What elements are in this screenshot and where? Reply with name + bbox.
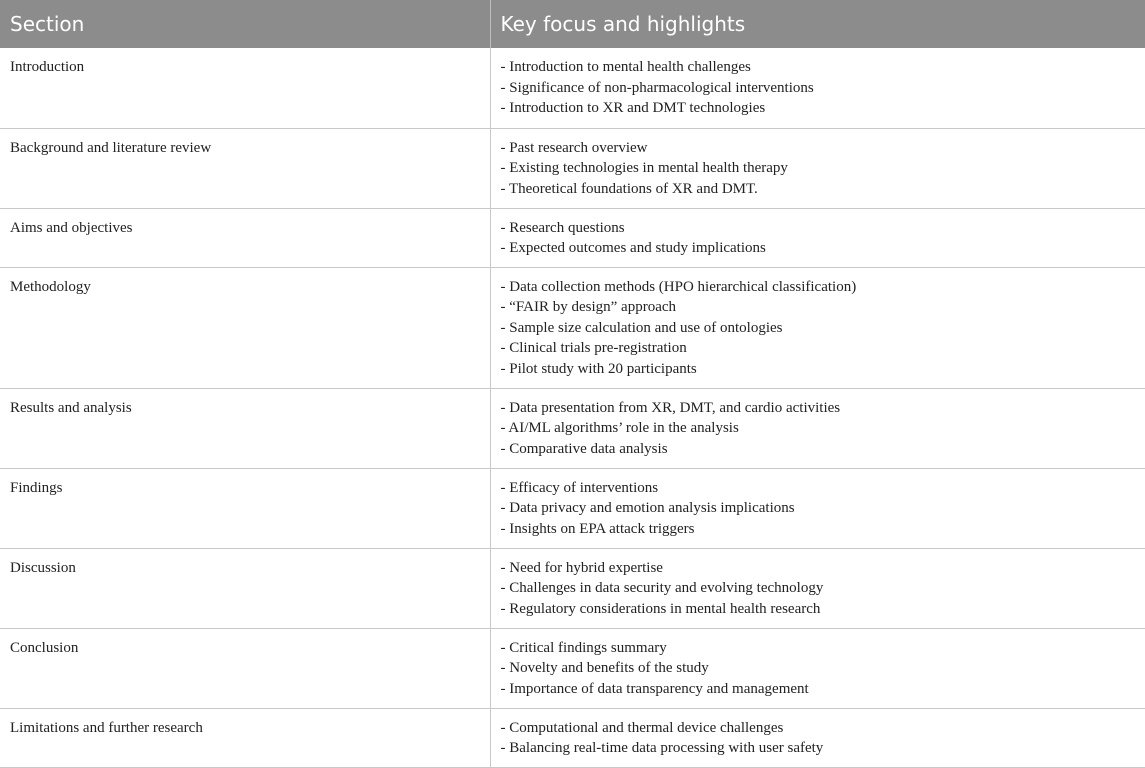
section-name: Results and analysis [10,399,132,416]
header-section: Section [0,0,490,48]
highlights-cell [490,628,1145,708]
table-body [0,48,1145,767]
highlight-item: - Critical findings summary [500,639,667,656]
section-name: Limitations and further research [10,719,203,736]
section-name: Aims and objectives [10,219,133,236]
highlight-item: - Efficacy of interventions [500,479,659,496]
highlight-item: - “FAIR by design” approach [500,299,677,316]
highlight-item: - Data presentation from XR, DMT, and cardio activities [500,399,841,416]
highlight-item: - Pilot study with 20 participants [500,360,697,377]
highlight-item: - Comparative data analysis [500,440,668,457]
highlight-item: - Past research overview [500,139,648,156]
highlight-item: - Introduction to XR and DMT technologies [500,100,766,117]
highlight-item: - Data privacy and emotion analysis implications [500,500,795,517]
highlights-cell [490,388,1145,468]
section-name: Methodology [10,278,91,295]
section-cell [0,548,490,628]
highlight-item: - Existing technologies in mental health therapy [500,160,788,177]
section-cell [0,208,490,267]
header-row [0,0,1145,48]
table-row [0,128,1145,208]
table-row [0,468,1145,548]
table-row [0,708,1145,767]
highlight-item: - AI/ML algorithms’ role in the analysis [500,420,739,437]
table-row [0,388,1145,468]
highlight-item: - Data collection methods (HPO hierarchical classification) [500,278,857,295]
section-name: Findings [10,479,63,496]
highlights-cell [490,548,1145,628]
highlight-item: - Insights on EPA attack triggers [500,520,695,537]
section-cell [0,468,490,548]
highlight-item: - Challenges in data security and evolving technology [500,580,824,597]
highlight-item: - Significance of non-pharmacological interventions [500,79,814,96]
highlights-cell [490,208,1145,267]
section-name: Conclusion [10,639,79,656]
highlight-item: - Regulatory considerations in mental health research [500,600,821,617]
highlight-item: - Balancing real-time data processing with user safety [500,740,824,757]
table-row [0,548,1145,628]
table-row [0,628,1145,708]
highlight-item: - Sample size calculation and use of ontologies [500,319,783,336]
highlights-cell [490,48,1145,128]
highlight-item: - Introduction to mental health challenges [500,59,751,75]
table-header [0,0,1145,48]
section-name: Background and literature review [10,139,212,156]
highlight-item: - Expected outcomes and study implications [500,240,766,257]
section-cell [0,628,490,708]
section-cell [0,128,490,208]
section-name: Introduction [10,59,85,75]
table-row [0,48,1145,128]
highlight-item: - Clinical trials pre-registration [500,340,687,357]
highlights-cell [490,468,1145,548]
highlights-cell [490,128,1145,208]
section-cell [0,708,490,767]
highlight-item: - Need for hybrid expertise [500,559,663,576]
highlight-item: - Novelty and benefits of the study [500,660,709,677]
section-cell [0,388,490,468]
highlights-cell [490,267,1145,388]
highlight-item: - Computational and thermal device challenges [500,719,784,736]
section-cell [0,48,490,128]
section-name: Discussion [10,559,76,576]
highlights-cell [490,708,1145,767]
highlight-item: - Theoretical foundations of XR and DMT. [500,180,758,197]
table-row [0,208,1145,267]
highlight-item: - Research questions [500,219,625,236]
table-row [0,267,1145,388]
header-key-focus: Key focus and highlights [490,0,1145,48]
highlight-item: - Importance of data transparency and management [500,680,809,697]
section-cell [0,267,490,388]
